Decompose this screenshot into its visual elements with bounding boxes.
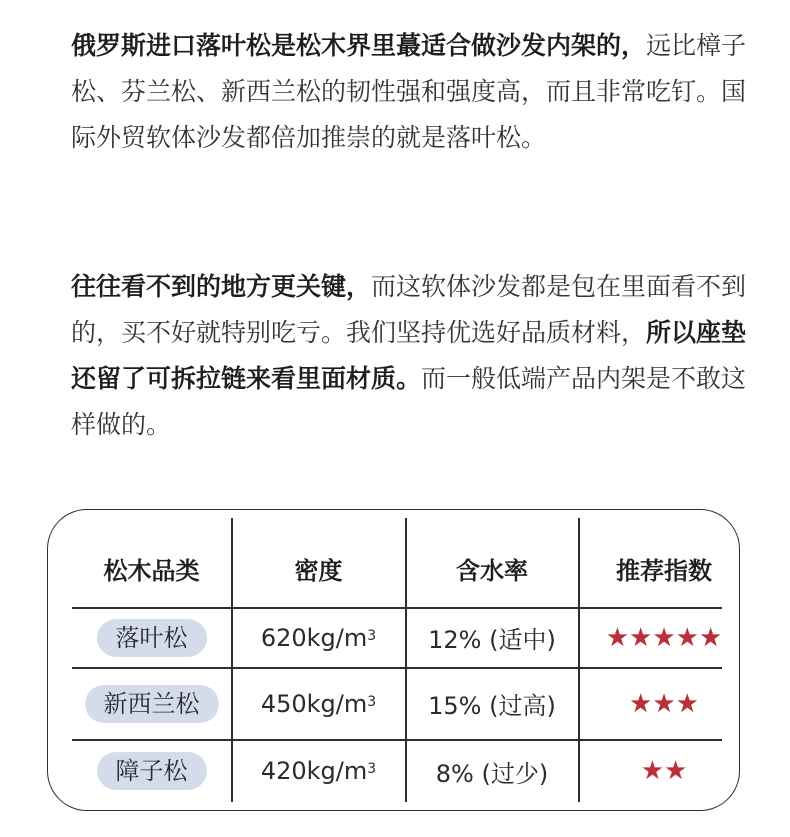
wood-type-badge: 落叶松 (97, 619, 207, 657)
table-row (52, 668, 251, 739)
table-row (62, 740, 241, 802)
moisture-cell: 12% (适中) (428, 626, 556, 654)
detail-bold-text-2: 所以座垫还留了可拆拉链来看里面材质。 (71, 318, 747, 393)
density-cell: 420kg/m $^3$ (260, 757, 377, 785)
detail-bold-text-1: 往往看不到的地方更关键， (71, 272, 372, 301)
table-header-rating: 推荐指数 (616, 556, 712, 585)
intro-paragraph (71, 23, 751, 161)
intro-bold-text: 俄罗斯进口落叶松是松木界里蕞适合做沙发内架的， (71, 31, 647, 60)
density-cell: 620kg/m $^3$ (260, 623, 377, 652)
star-rating: ★★★ (629, 688, 699, 719)
intro-body-text: 远比樟子松、芬兰松、新西兰松的韧性强和强度高，而且非常吃钉。国际外贸软体沙发都倍加推崇的就是落叶松。 (71, 31, 747, 152)
moisture-cell: 8% (过少) (435, 759, 549, 788)
detail-body-text-2: 而一般低端产品内架是不敢这样做的。 (71, 364, 747, 439)
star-rating: ★★ (640, 756, 688, 786)
detail-paragraph (71, 264, 751, 448)
density-cell: 450kg/m $^3$ (260, 689, 377, 718)
star-rating: ★★★★★ (605, 622, 723, 653)
wood-type-badge: 障子松 (97, 752, 207, 790)
table-row (62, 608, 241, 667)
moisture-cell: 15% (过高) (428, 692, 556, 720)
table-header-type: 松木品类 (103, 556, 200, 585)
wood-type-badge: 新西兰松 (85, 685, 219, 723)
table-header-density: 密度 (294, 556, 343, 585)
detail-body-text-1: 而这软体沙发都是包在里面看不到的，买不好就特别吃亏。我们坚持优选好品质材料， (71, 272, 747, 347)
table-header-moisture: 含水率 (456, 556, 528, 585)
